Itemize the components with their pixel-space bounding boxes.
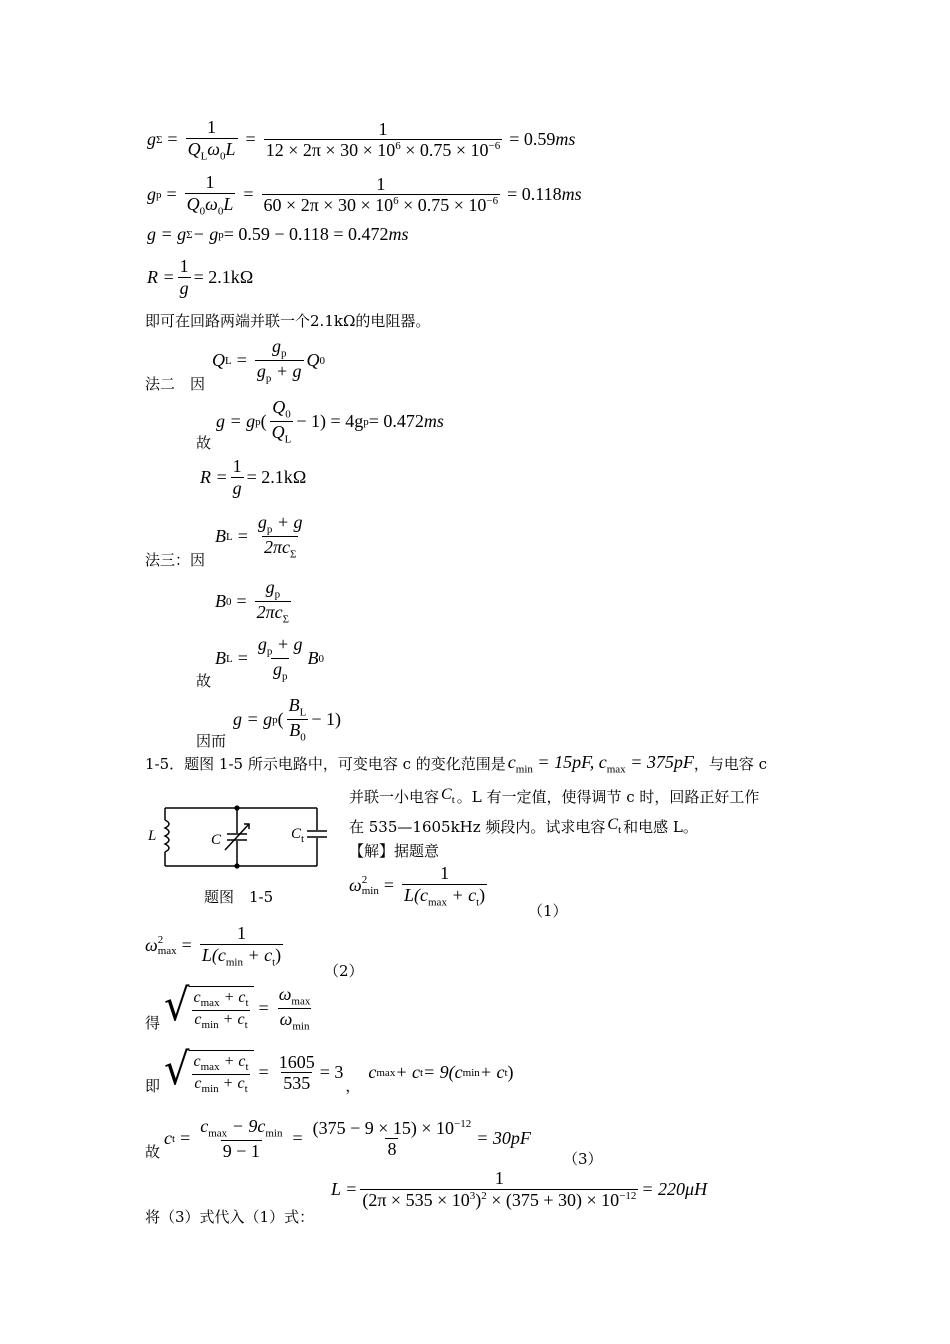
equation-l: L = $\frac{1}{(2\pi \times 535 \times 10^3)^2 \times (375 + 30) \times 10^{-12}}$ = 220μH (331, 1168, 708, 1210)
parallel-resistor-note: 即可在回路两端并联一个2.1kΩ的电阻器。 (145, 312, 431, 330)
equation-bl: B L = $\frac{g_p + g}{2\pi c_\Sigma}$ (215, 512, 303, 561)
problem-1-5-line2: 并联一小电容 $C_t$ 。L 有一定值，使得调节 c 时，回路正好工作 (349, 786, 760, 807)
substitute-note: 将（3）式代入（1）式： (145, 1208, 315, 1226)
circuit-figure-1-5: L C $C_t$ (145, 800, 335, 880)
equation-tag-3: （3） (563, 1150, 603, 1168)
equation-bl-b0: B L = $\frac{g_p + g}{g_p}$ B 0 (215, 634, 325, 683)
equation-omega-min: ω 2 min = $\frac{1}{L(c_{max} + c_t)}$ (349, 863, 486, 909)
equation-ct: 故 c t = $\frac{c_{max} - 9c_{min}}{9 - 1}$ = $\frac{(375 - 9 \times 15) \times 10^{-12}}{8}$ = 30pF (145, 1116, 531, 1162)
equation-r-method-two: R = $\frac{1}{g}$ = 2.1k Ω (200, 456, 307, 498)
equation-tag-2: （2） (324, 962, 364, 980)
equation-ratio-sqrt: 得 √ $\frac{c_{max} + c_t}{c_{min} + c_t}$ = $\frac{\omega_{max}}{\omega_{min}}$ (145, 980, 311, 1033)
therefore-label: 故 (196, 434, 212, 452)
solution-heading: 【解】据题意 (349, 842, 440, 860)
equation-g-p: g p = $\frac{1}{Q_0\omega_0L}$ = $\frac{1}{60 \times 2\pi \times 30 \times 10^6 \times 0.75 \times 10^{-6}}$ = 0.118 ms (147, 172, 582, 218)
problem-1-5-line3: 在 535—1605kHz 频段内。试求电容 $C_t$ 和电感 L。 (349, 816, 698, 837)
equation-g-difference: g = g Σ − g p = 0.59 − 0.118 = 0.472 ms (147, 224, 409, 244)
equation-g-sigma: g Σ = $\frac{1}{Q_L\omega_0L}$ = $\frac{1}{12 \times 2\pi \times 30 \times 10^6 \times 0.75 \times 10^{-6}}$ = 0.59 ms (147, 117, 576, 163)
equation-ratio-value: 即 √ $\frac{c_{max} + c_t}{c_{min} + c_t}$ = $\frac{1605}{535}$ = 3 ， c max + c t = 9(c min + c t ) (145, 1044, 514, 1096)
equation-g-from-q: g = g p ( $\frac{Q_0}{Q_L}$ − 1) = 4g p = 0.472 ms (216, 397, 444, 446)
equation-b0: B 0 = $\frac{g_p}{2\pi c_\Sigma}$ (215, 577, 290, 626)
therefore-label-2: 故 (196, 672, 212, 690)
equation-ql: Q L = $\frac{g_p}{g_p + g}$ Q 0 (212, 336, 326, 385)
circuit-diagram (145, 800, 335, 880)
hence-label: 因而 (196, 732, 227, 750)
equation-tag-1: （1） (528, 902, 568, 920)
equation-omega-max: ω 2 max = $\frac{1}{L(c_{min} + c_t)}$ (145, 923, 282, 969)
equation-r: R = $\frac{1}{g}$ = 2.1k Ω (147, 256, 254, 298)
equation-g-from-b: g = g p ( $\frac{B_L}{B_0}$ − 1) (233, 695, 342, 744)
method-three-label: 法三：因 (145, 551, 206, 569)
figure-caption: 题图 1-5 (204, 888, 274, 906)
problem-1-5-intro: 1-5．题图 1-5 所示电路中，可变电容 c 的变化范围是 $c_{min} = 15pF$, $c_{max} = 375pF$ ，与电容 c (145, 752, 768, 776)
method-two-label: 法二 因 (145, 375, 206, 393)
